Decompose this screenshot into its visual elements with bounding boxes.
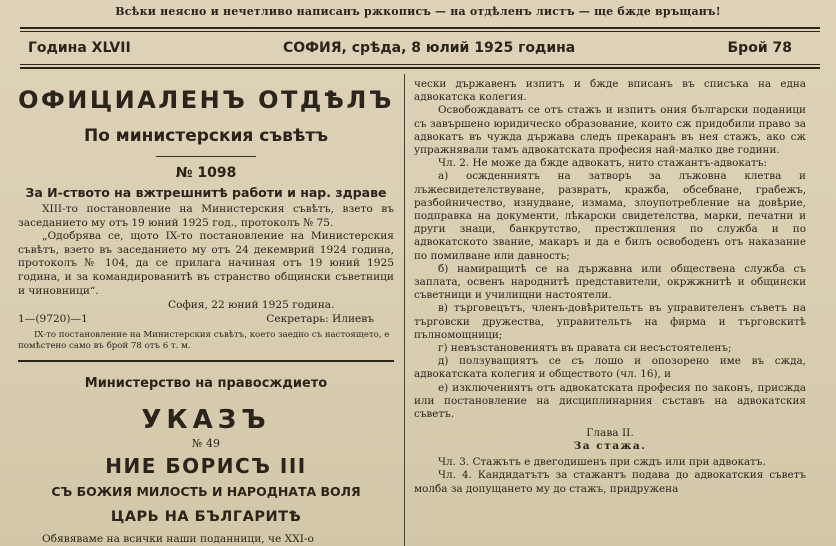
chapter-title: За стажа. [573, 440, 647, 453]
header-bottom-rule-thin [20, 64, 820, 65]
article-2-item-v: в) търговецътъ, членъ-довѣрительтъ въ управителенъ съветъ на търговски дружества, управительтъ на фирма и търговскитѣ пълномощници; [414, 302, 806, 341]
header-top-rule-thin [20, 31, 820, 32]
ukaz-number: № 49 [192, 437, 220, 451]
decree-footnote: IX-то постановление на Министерския съвѣтъ, което заедно съ настоящето, е помѣстено само въ брой 78 отъ 6 т. м. [18, 330, 390, 352]
section-divider [156, 156, 256, 157]
top-notice: Всѣки неясно и нечетливо написанъ ржкописъ — на отдѣленъ листъ — ще бжде връщанъ! [115, 4, 721, 18]
grace-formula: СЪ БОЖИЯ МИЛОСТЬ И НАРОДНАТА ВОЛЯ [51, 484, 361, 500]
right-column [414, 78, 806, 546]
article-2-item-b: б) намиращитѣ се на държавна или обществена служба съ заплата, освенъ народнитѣ представители, окржжнитѣ и общински съветници и училищни настоятели. [414, 262, 806, 302]
article-4: Чл. 4. Кандидатътъ за стажантъ подава до адвокатския съветъ молба за допущането му до стажъ, придружена [414, 469, 806, 495]
law-text-continuation: чески държавенъ изпитъ и бжде вписанъ въ списъка на една адвокатска колегия. [414, 78, 806, 104]
decree-number: № 1098 [175, 165, 237, 181]
header-bottom-rule [20, 67, 820, 69]
chapter-heading: Глава II. [586, 427, 634, 440]
signature-row [18, 312, 394, 326]
ministry-interior-heading: За И-ството на вжтрешнитѣ работи и нар. здраве [25, 185, 387, 200]
sign-date: София, 22 юний 1925 година. [168, 299, 335, 312]
secretary-signature: Секретарь: Илиевъ [266, 313, 374, 326]
article-2-item-a: а) осжденниятъ на затворъ за лъжовна клетва и лъжесвидетелствуване, развратъ, кражба, обсебване, грабежъ, разбойничество, изнудване, измама, злоупотребление на довѣрие, подправка на документи, лѣкарски свидетелства, марки, печатни и други знаци, банкрутство, престжпления по служба и по адвокатското звание, макаръ и да е билъ освободенъ отъ наказание по помилване или давность; [414, 170, 806, 262]
decree-body-paragraph: „Одобрява се, щото IX-то постановление на Министерския съвѣтъ, взето въ заседанието му отъ 24 декемврий 1924 година, протоколъ № 104, да се прилага начиная отъ 19 юний 1925 година, и за командированитѣ въ странство общински съветници и чиновници“. [18, 230, 394, 297]
column-divider [404, 74, 405, 546]
tsar-title: ЦАРЬ НА БЪЛГАРИТѢ [110, 509, 302, 526]
issue-number: Брой 78 [727, 40, 792, 56]
header-top-rule [20, 27, 820, 29]
king-name: НИЕ БОРИСЪ III [105, 454, 307, 479]
ukaz-title: УКАЗЪ [141, 405, 271, 436]
article-2-heading: Чл. 2. Не може да бжде адвокатъ, нито стажантъ-адвокатъ: [438, 157, 767, 170]
ministry-justice-heading: Министерство на правосждието [84, 376, 328, 392]
official-section-title: ОФИЦИАЛЕНЪ ОТДѢЛЪ [18, 86, 394, 114]
council-heading: По министерския съвѣтъ [83, 126, 329, 146]
masthead-row [28, 38, 792, 58]
article-2-item-e: е) изключениятъ отъ адвокатската професия по законъ, присжда или постановление на дисциплинарния съставъ на адвокатския съветъ. [414, 381, 806, 421]
decree-intro-paragraph: XIII-то постановление на Министерския съвѣтъ, взето въ заседанието му отъ 19 юний 1925 год., протоколъ № 75. [18, 203, 394, 229]
section-thick-rule [18, 360, 394, 362]
law-text-exemption: Освобождаватъ се отъ стажъ и изпитъ ония български поданици съ завършено юридическо образование, които сж придобили право за адвокатъ въ чужда държава следъ прекаранъ въ нея стажъ, ако сж упражнявали тамъ адвокатската професия най-малко две години. [414, 104, 806, 157]
article-2-item-g: г) невъзстановениятъ въ правата си несъстоятеленъ; [438, 342, 732, 355]
article-2-item-d: д) ползуващиятъ се съ лошо и опозорено име въ сжда, адвокатската колегия и обществото (чл. 16), и [414, 355, 806, 381]
place-date: СОФИЯ, срѣда, 8 юлий 1925 година [282, 40, 576, 56]
sign-code: 1—(9720)—1 [18, 313, 88, 326]
left-column [18, 78, 394, 546]
article-3: Чл. 3. Стажътъ е двегодишенъ при сждъ или при адвокатъ. [438, 456, 766, 469]
ukaz-opening-line: Обявяваме на всички наши поданници, че XXI-о [42, 533, 314, 546]
year-label: Година XLVII [28, 40, 131, 56]
